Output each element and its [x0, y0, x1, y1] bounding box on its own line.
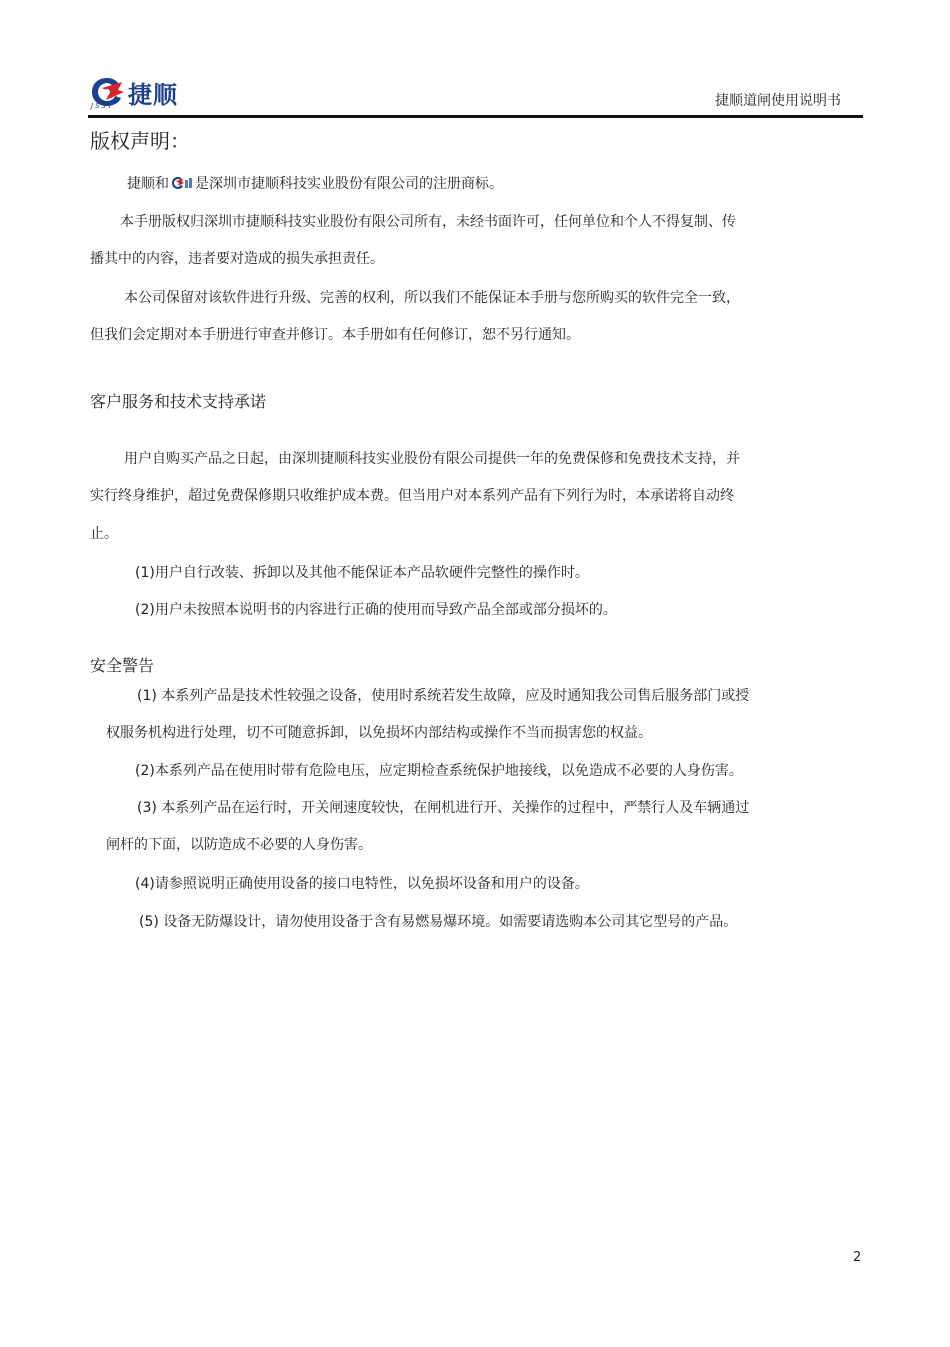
safety-item3-line2: 闸杆的下面，以防造成不必要的人身伤害。 — [106, 837, 372, 853]
service-item2: (2)用户未按照本说明书的内容进行正确的使用而导致产品全部或部分损坏的。 — [135, 602, 617, 618]
header-divider — [88, 115, 863, 118]
safety-heading: 安全警告 — [90, 656, 155, 675]
document-title: 捷顺道闸使用说明书 — [715, 93, 841, 109]
company-logo — [88, 72, 178, 112]
trademark-pre: 捷顺和 — [127, 176, 169, 192]
service-heading: 客户服务和技术支持承诺 — [90, 392, 267, 411]
copyright-para2-line2: 但我们会定期对本手册进行审查并修订。本手册如有任何修订，恕不另行通知。 — [90, 327, 580, 343]
copyright-heading: 版权声明： — [90, 129, 190, 153]
service-item1: (1)用户自行改装、拆卸以及其他不能保证本产品软硬件完整性的操作时。 — [135, 565, 589, 581]
logo-subtext: JSST — [91, 102, 114, 110]
safety-item2: (2)本系列产品在使用时带有危险电压，应定期检查系统保护地接线，以免造成不必要的人身伤害。 — [135, 763, 743, 779]
copyright-para1-line1: 本手册版权归深圳市捷顺科技实业股份有限公司所有，未经书面许可，任何单位和个人不得复制、传 — [120, 214, 736, 230]
trademark-line — [127, 173, 503, 193]
copyright-para2-line1: 本公司保留对该软件进行升级、完善的权利，所以我们不能保证本手册与您所购买的软件完全一致， — [124, 290, 740, 306]
safety-item4: (4)请参照说明正确使用设备的接口电特性，以免损坏设备和用户的设备。 — [135, 876, 589, 892]
copyright-para1-line2: 播其中的内容，违者要对造成的损失承担责任。 — [90, 251, 384, 267]
trademark-logo-icon — [170, 176, 194, 190]
safety-item1-line2: 权服务机构进行处理，切不可随意拆卸，以免损坏内部结构或操作不当而损害您的权益。 — [106, 725, 652, 741]
logo-text: 捷顺 — [128, 80, 178, 109]
safety-item5: (5) 设备无防爆设计，请勿使用设备于含有易燃易爆环境。如需要请选购本公司其它型号的产品。 — [139, 914, 738, 930]
service-line1: 用户自购买产品之日起，由深圳捷顺科技实业股份有限公司提供一年的免费保修和免费技术支持，并 — [124, 451, 740, 467]
service-line3: 止。 — [90, 526, 118, 542]
trademark-post: 是深圳市捷顺科技实业股份有限公司的注册商标。 — [195, 176, 503, 192]
page-header — [88, 66, 863, 118]
safety-item1-line1: (1) 本系列产品是技术性较强之设备，使用时系统若发生故障，应及时通知我公司售后服务部门或授 — [137, 688, 750, 704]
page-number: 2 — [853, 1250, 862, 1265]
safety-item3-line1: (3) 本系列产品在运行时，开关闸速度较快，在闸机进行开、关操作的过程中，严禁行人及车辆通过 — [137, 800, 750, 816]
service-line2: 实行终身维护，超过免费保修期只收维护成本费。但当用户对本系列产品有下列行为时，本承诺将自动终 — [90, 488, 734, 504]
